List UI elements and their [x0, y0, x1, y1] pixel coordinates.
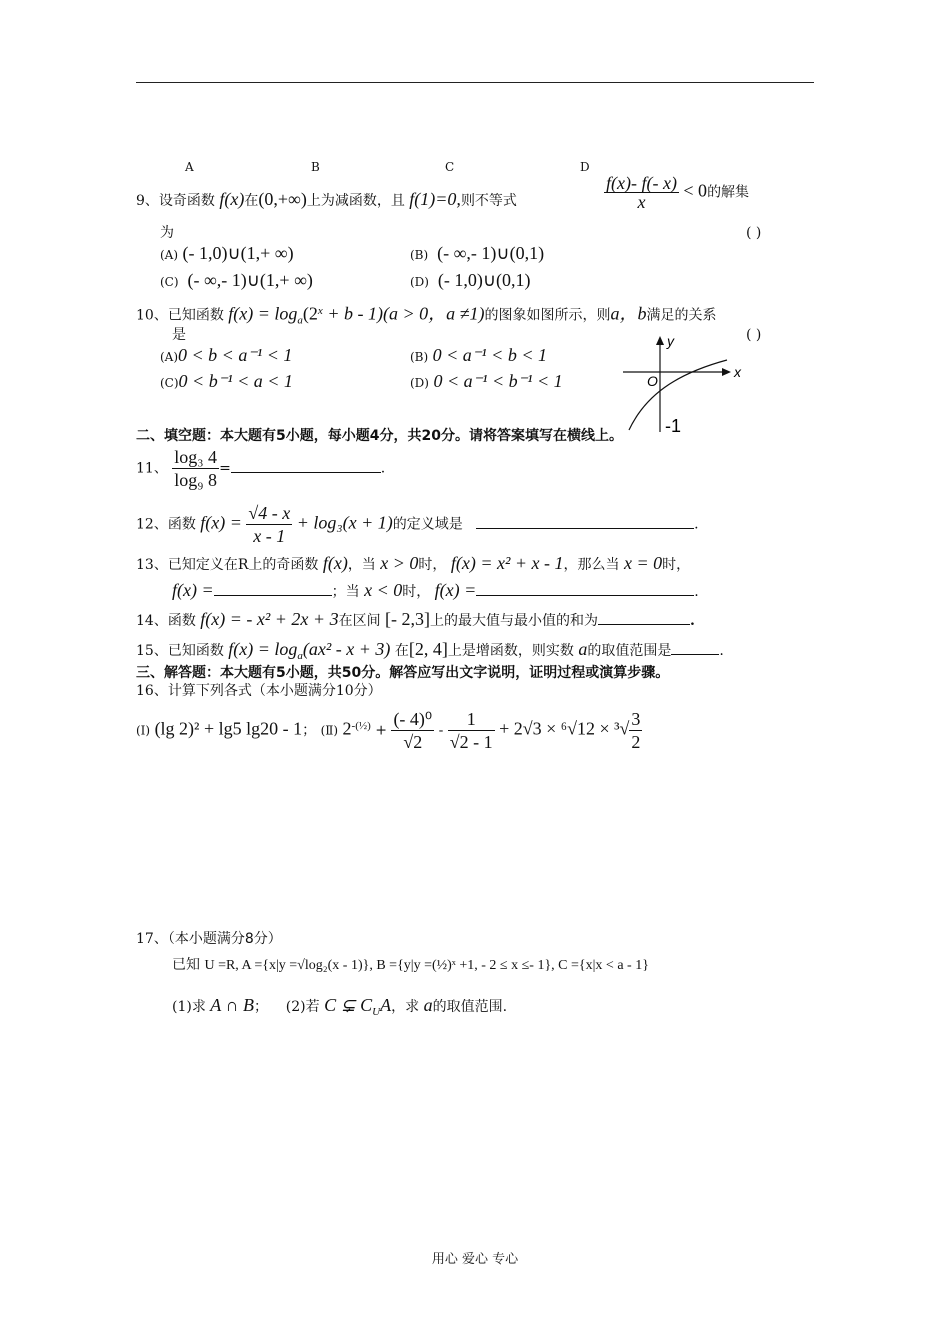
q9-inequality: $\frac{f(x)- f(- x)}{x}$ < 0的解集 [606, 173, 750, 212]
q10-option-b: (B) 0 < a⁻¹ < b < 1 [410, 345, 547, 365]
q14-answer-blank [598, 624, 690, 625]
question-16-body: (Ⅰ) (lg 2)² + lg5 lg20 - 1； (Ⅱ) $2^{-(\frac{1}{2})}$ + $\frac{\text{(- 4)⁰}}{√2}$ - $\frac{1}{√2 - 1}$ + 2√3 × ⁶√12 × ³√ $\frac{3}{2}$ [136, 709, 641, 752]
origin-label: O [647, 373, 658, 389]
question-15: 15、已知函数 $f(x) = \log_a(ax^2 - x + 3)$ 在[2, 4]上是增函数，则实数 a的取值范围是 . [136, 639, 724, 662]
x-axis-arrow [722, 368, 731, 376]
q10-option-c: (C)0 < b⁻¹ < a < 1 [160, 371, 293, 391]
q12-answer-blank [476, 528, 694, 529]
q9-answer-paren: ( ) [746, 225, 762, 241]
question-13-line-2: f(x) = ；当 x < 0时， f(x) = . [172, 580, 699, 600]
question-16-title: 16、计算下列各式（本小题满分10分） [136, 683, 382, 699]
y-axis-arrow [656, 336, 664, 345]
header-rule [136, 82, 814, 83]
section-3-heading: 三、解答题：本大题有5小题，共50分。解答应写出文字说明，证明过程或演算步骤。 [136, 665, 670, 681]
question-11: 11、 $\frac{\text{log₃ 4}}{\text{log₉ 8}}$ = . [136, 447, 386, 490]
q9-option-a: (A) (- 1,0)∪(1,+ ∞) [160, 243, 294, 263]
q9-text-wei: 为 [160, 225, 174, 241]
option-a-label: A [185, 160, 194, 174]
question-12: 12、函数 f(x) = $\frac{√4 - x}{x - 1}$ + log₃(x + 1)的定义域是 . [136, 503, 699, 546]
section-2-heading: 二、填空题：本大题有5小题，每小题4分，共20分。请将答案填写在横线上。 [136, 428, 623, 444]
question-14: 14、函数 f(x) = - x² + 2x + 3在区间 [- 2,3]上的最大值与最小值的和为 . [136, 609, 695, 629]
q10-answer-paren: ( ) [746, 327, 762, 343]
q13-blank-2 [476, 595, 694, 596]
y-axis-label: y [667, 334, 674, 349]
q9-option-d: (D) (- 1,0)∪(0,1) [410, 270, 531, 290]
q13-blank-1 [214, 595, 332, 596]
q15-answer-blank [671, 654, 719, 655]
intercept-label: -1 [665, 416, 682, 434]
q10-graph [615, 334, 755, 434]
question-13-line-1: 13、已知定义在R上的奇函数 f(x)，当 x > 0时， f(x) = x² + x - 1，那么当 x = 0时， [136, 553, 691, 573]
q9-option-c: (C) (- ∞,- 1)∪(1,+ ∞) [160, 270, 313, 290]
q9-option-b: (B) (- ∞,- 1)∪(0,1) [410, 243, 545, 263]
question-10: 10、已知函数 $f(x) = \log_a(2^x + b - 1)(a > 0$，a ≠1)的图象如图所示，则a，b满足的关系 [136, 303, 717, 327]
x-axis-label: x [734, 364, 741, 380]
option-c-label: C [445, 160, 455, 174]
q10-option-a: (A)0 < b < a⁻¹ < 1 [160, 345, 293, 365]
page-footer: 用心 爱心 专心 [431, 1252, 519, 1267]
q10-option-d: (D) 0 < a⁻¹ < b⁻¹ < 1 [410, 371, 563, 391]
option-d-label: D [580, 160, 590, 174]
q11-answer-blank [231, 472, 381, 473]
option-b-label: B [311, 160, 320, 174]
question-17-title: 17、（本小题满分8分） [136, 931, 282, 947]
question-17-given: 已知 U =R, A ={x|y =√log₂(x - 1)}, B ={y|y =(½)ˣ +1, - 2 ≤ x ≤- 1}, C ={x|x < a - 1} [172, 957, 649, 973]
q10-text-shi: 是 [172, 327, 186, 343]
question-17-parts: (1)求 A ∩ B； (2)若 C ⊊ $C_UA$，求 a的取值范围. [172, 995, 508, 1018]
question-9: 9、设奇函数 f(x)在(0,+∞)上为减函数，且 f(1)=0,则不等式 [136, 189, 517, 209]
